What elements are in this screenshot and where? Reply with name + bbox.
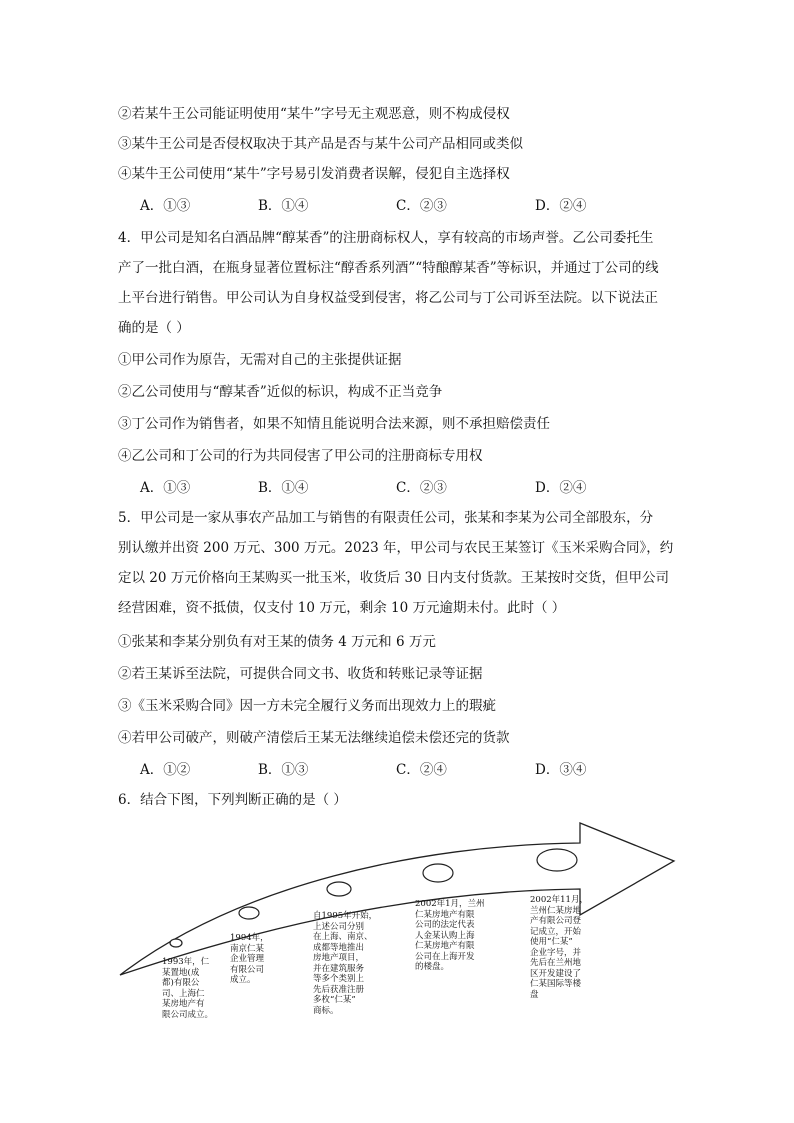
q4-choice-b: B．①④ <box>258 480 309 496</box>
q3-option-2: ②若某牛王公司能证明使用“某牛”字号无主观恶意，则不构成侵权 <box>118 106 510 122</box>
q3-option-4: ④某牛王公司使用“某牛”字号易引发消费者误解，侵犯自主选择权 <box>118 166 510 182</box>
q4-stem-line-2: 产了一批白酒，在瓶身显著位置标注“醇香系列酒”“特酿醇某香”等标识，并通过丁公司的线 <box>118 260 659 276</box>
q3-option-3: ③某牛王公司是否侵权取决于其产品是否与某牛公司产品相同或类似 <box>118 136 523 152</box>
timeline-marker-1 <box>170 939 182 947</box>
timeline-event-1995: 自1995年开始， 上述公司分别 在上海、南京、 成都等地推出 房地产项目， 并在建筑服务 等多个类别上 先后获准注册 多枚“仁某” 商标。 <box>313 911 378 1016</box>
q3-choice-d: D．②④ <box>535 198 587 214</box>
q5-option-2: ②若王某诉至法院，可提供合同文书、收货和转账记录等证据 <box>118 666 483 682</box>
q4-stem-line-4: 确的是（ ） <box>118 320 190 336</box>
timeline-event-2002-nov: 2002年11月， 兰州仁某房地 产有限公司登 记成立，开始 使用“仁某” 企业字号，并 先后在兰州地 区开发建设了 仁某国际等楼 盘 <box>530 895 588 1000</box>
q4-choice-c: C．②③ <box>396 480 447 496</box>
q4-choice-a: A．①③ <box>140 480 191 496</box>
timeline-figure <box>118 815 678 1020</box>
q4-option-3: ③丁公司作为销售者，如果不知情且能说明合法来源，则不承担赔偿责任 <box>118 416 550 432</box>
q5-option-3: ③《玉米采购合同》因一方未完全履行义务而出现效力上的瑕疵 <box>118 698 496 714</box>
q4-option-2: ②乙公司使用与“醇某香”近似的标识，构成不正当竞争 <box>118 384 443 400</box>
timeline-marker-4 <box>423 864 453 882</box>
q5-stem-line-2: 别认缴并出资 200 万元、300 万元。2023 年，甲公司与农民王某签订《玉米采购合同》，约 <box>118 540 674 556</box>
q5-choice-d: D．③④ <box>535 762 587 778</box>
q3-choice-a: A．①③ <box>140 198 191 214</box>
q5-choice-a: A．①② <box>140 762 191 778</box>
q4-option-4: ④乙公司和丁公司的行为共同侵害了甲公司的注册商标专用权 <box>118 448 483 464</box>
q3-choice-c: C．②③ <box>396 198 447 214</box>
timeline-marker-3 <box>327 882 351 896</box>
q4-option-1: ①甲公司作为原告，无需对自己的主张提供证据 <box>118 352 402 368</box>
q5-stem-line-3: 定以 20 万元价格向王某购买一批玉米，收货后 30 日内支付货款。王某按时交货，但甲公司 <box>118 570 670 586</box>
timeline-marker-5 <box>537 849 577 871</box>
q6-stem: 6．结合下图，下列判断正确的是（ ） <box>118 792 347 808</box>
q4-stem-line-3: 上平台进行销售。甲公司认为自身权益受到侵害，将乙公司与丁公司诉至法院。以下说法正 <box>118 290 658 306</box>
q4-stem-line-1: 4．甲公司是知名白酒品牌“醇某香”的注册商标权人，享有较高的市场声誉。乙公司委托生 <box>118 230 654 246</box>
timeline-marker-2 <box>239 907 259 919</box>
timeline-event-2002-jan: 2002年1月，兰州 仁某房地产有限 公司的法定代表 人金某认购上海 仁某房地产有限 公司在上海开发 的楼盘。 <box>415 899 485 972</box>
q5-stem-line-4: 经营困难，资不抵债，仅支付 10 万元，剩余 10 万元逾期未付。此时（ ） <box>118 600 566 616</box>
q5-choice-b: B．①③ <box>258 762 309 778</box>
timeline-event-1994: 1994年， 南京仁某 企业管理 有限公司 成立。 <box>230 933 269 985</box>
q4-choice-d: D．②④ <box>535 480 587 496</box>
timeline-event-1993: 1993年，仁 某置地(成 都)有限公 司、上海仁 某房地产有 限公司成立。 <box>162 957 214 1020</box>
q5-choice-c: C．②④ <box>396 762 447 778</box>
q5-option-1: ①张某和李某分别负有对王某的债务 4 万元和 6 万元 <box>118 634 436 650</box>
q5-stem-line-1: 5．甲公司是一家从事农产品加工与销售的有限责任公司，张某和李某为公司全部股东，分 <box>118 510 654 526</box>
q3-choice-b: B．①④ <box>258 198 309 214</box>
q5-option-4: ④若甲公司破产，则破产清偿后王某无法继续追偿未偿还完的货款 <box>118 730 510 746</box>
timeline-arrow <box>120 823 674 975</box>
